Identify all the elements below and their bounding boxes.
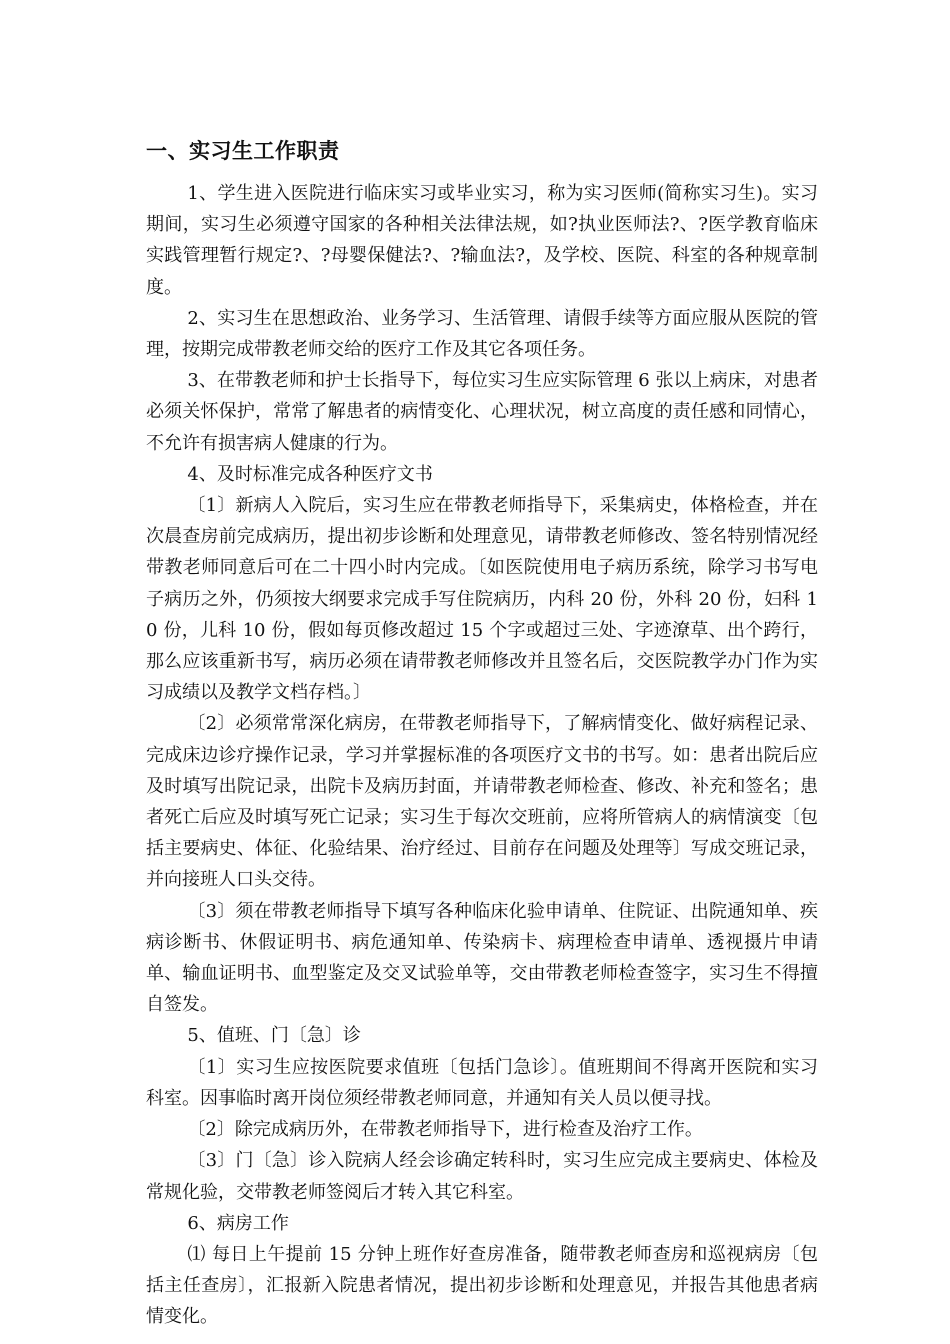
paragraph-medical-documents-3: 〔3〕须在带教老师指导下填写各种临床化验申请单、住院证、出院通知单、疾病诊断书、休假证明书、病危通知单、传染病卡、病理检查申请单、透视摄片申请单、输血证明书、血型鉴定及交叉试验单等，交由带教老师检查签字，实习生不得擅自签发。 [146,900,818,1016]
paragraph-bed-management: 3、在带教老师和护士长指导下，每位实习生应实际管理 6 张以上病床，对患者必须关怀保护，常常了解患者的病情变化、心理状况，树立高度的责任感和同情心，不允许有损害病人健康的行为。 [146,370,818,454]
paragraph-intern-definition: 1、学生进入医院进行临床实习或毕业实习，称为实习医师(简称实习生)。实习期间，实习生必须遵守国家的各种相关法律法规，如?执业医师法?、?医学教育临床实践管理暂行规定?、?母婴保健法?、?输血法?，及学校、医院、科室的各种规章制度。 [146,183,818,298]
paragraph-duty-3: 〔3〕门〔急〕诊入院病人经会诊确定转科时，实习生应完成主要病史、体检及常规化验，交带教老师签阅后才转入其它科室。 [146,1150,818,1203]
paragraph-ward-title: 6、病房工作 [187,1212,289,1234]
paragraph-ward-1: ⑴ 每日上午提前 15 分钟上班作好查房准备，随带教老师查房和巡视病房〔包括主任查房〕，汇报新入院患者情况，提出初步诊断和处理意见，并报告其他患者病情变化。 [146,1243,818,1328]
paragraph-hospital-management: 2、实习生在思想政治、业务学习、生活管理、请假手续等方面应服从医院的管理，按期完成带教老师交给的医疗工作及其它各项任务。 [146,307,818,361]
document-body [146,134,818,1333]
paragraph-duty-2: 〔2〕除完成病历外，在带教老师指导下，进行检查及治疗工作。 [187,1119,703,1141]
paragraph-medical-documents-2: 〔2〕必须常常深化病房，在带教老师指导下，了解病情变化、做好病程记录、完成床边诊疗操作记录，学习并掌握标准的各项医疗文书的书写。如：患者出院后应及时填写出院记录，出院卡及病历封面，并请带教老师检查、修改、补充和签名；患者死亡后应及时填写死亡记录；实习生于每次交班前，应将所管病人的病情演变〔包括主要病史、体征、化验结果、治疗经过、目前存在问题及处理等〕写成交班记录，并向接班人口头交待。 [146,713,818,891]
paragraph-medical-documents-1: 〔1〕新病人入院后，实习生应在带教老师指导下，采集病史，体格检查，并在次晨查房前完成病历，提出初步诊断和处理意见，请带教老师修改、签名特别情况经带教老师同意后可在二十四小时内完成。〔如医院使用电子病历系统，除学习书写电子病历之外，仍须按大纲要求完成手写住院病历，内科 20 份，外科 20 份，妇科 10 份，儿科 10 份，假如每页修改超过 15 个字或超过三处、字迹潦草、出个跨行，那么应该重新书写，病历必须在请带教老师修改并且签名后，交医院教学办门作为实习成绩以及教学文档存档。〕 [146,495,818,704]
paragraph-duty-1: 〔1〕实习生应按医院要求值班〔包括门急诊〕。值班期间不得离开医院和实习科室。因事临时离开岗位须经带教老师同意，并通知有关人员以便寻找。 [146,1056,818,1109]
section-heading: 一、实习生工作职责 [146,139,340,163]
paragraph-duty-title: 5、值班、门〔急〕诊 [187,1025,361,1047]
paragraph-medical-documents-title: 4、及时标准完成各种医疗文书 [187,463,433,485]
